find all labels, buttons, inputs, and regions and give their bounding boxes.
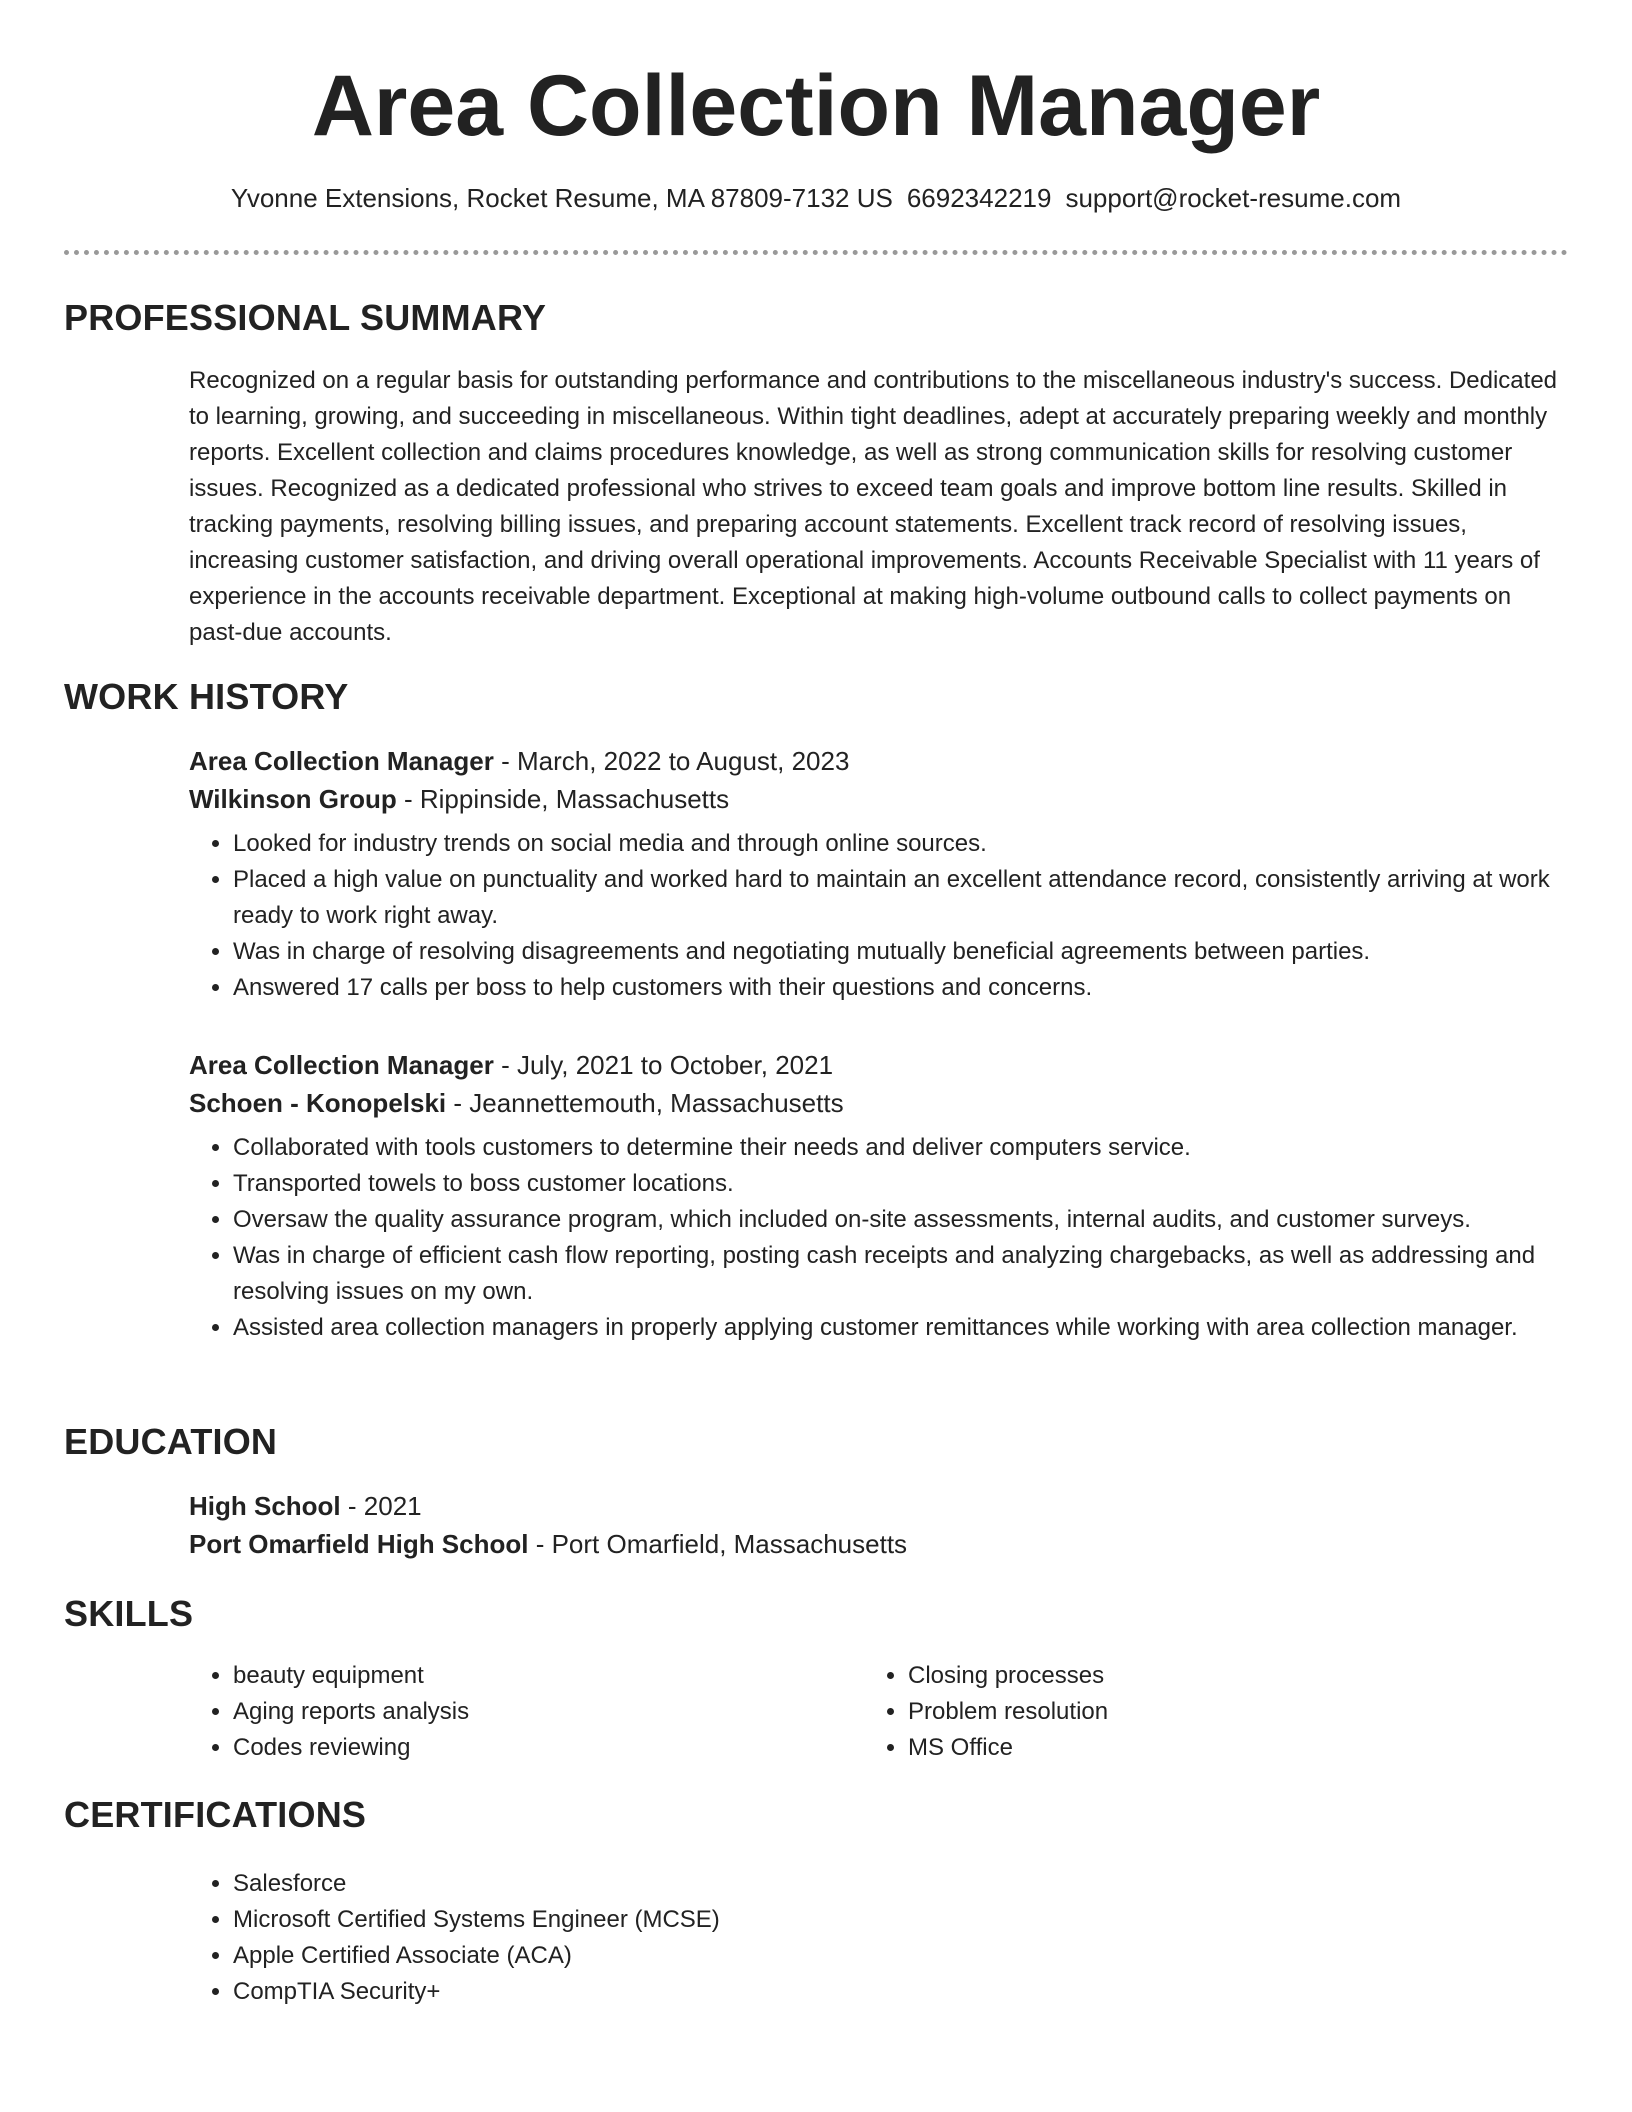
job-title-line	[189, 1046, 1569, 1084]
summary-section	[189, 363, 1569, 651]
education-school-line	[189, 1525, 1569, 1563]
skill-item: • beauty equipment	[233, 1658, 809, 1694]
contact-line	[0, 180, 1632, 216]
education-degree-line	[189, 1487, 1569, 1525]
job-dates: - July, 2021 to October, 2021	[493, 1050, 834, 1080]
education-entry	[189, 1487, 1569, 1563]
job-bullet: • Transported towels to boss customer locations.	[233, 1166, 1569, 1202]
skill-item: • MS Office	[908, 1730, 1484, 1766]
job-company: Schoen - Konopelski	[189, 1088, 447, 1118]
job-bullet: • Assisted area collection managers in properly applying customer remittances while working with area collection manager.	[233, 1310, 1569, 1346]
job-role: Area Collection Manager	[189, 1050, 494, 1080]
job-bullet: • Placed a high value on punctuality and worked hard to maintain an excellent attendance record, consistently arriving at work ready to work right away.	[233, 862, 1569, 934]
job-location: - Jeannettemouth, Massachusetts	[446, 1088, 844, 1118]
section-title-summary: PROFESSIONAL SUMMARY	[64, 297, 547, 338]
header-divider	[64, 250, 1568, 255]
job-role: Area Collection Manager	[189, 746, 494, 776]
job-location: - Rippinside, Massachusetts	[396, 784, 730, 814]
certification-item: • Microsoft Certified Systems Engineer (MCSE)	[233, 1902, 1569, 1938]
job-bullets	[189, 826, 1569, 1006]
section-title-certifications: CERTIFICATIONS	[64, 1794, 367, 1835]
job-bullets	[189, 1130, 1569, 1346]
certification-item: • CompTIA Security+	[233, 1974, 1569, 2010]
job-entry	[189, 1046, 1569, 1346]
certification-item: • Apple Certified Associate (ACA)	[233, 1938, 1569, 1974]
skill-item: • Closing processes	[908, 1658, 1484, 1694]
summary-text: Recognized on a regular basis for outstanding performance and contributions to the miscellaneous industry's success. Dedicated to learning, growing, and succeeding in miscellaneous. Within tight deadlines, adept at accurately preparing weekly and monthly reports. Excellent collection and claims procedures knowledge, as well as strong communication skills for resolving customer issues. Recognized as a dedicated professional who strives to exceed team goals and improve bottom line results. Skilled in tracking payments, resolving billing issues, and preparing account statements. Excellent track record of resolving issues, increasing customer satisfaction, and driving overall operational improvements. Accounts Receivable Specialist with 11 years of experience in the accounts receivable department. Exceptional at making high-volume outbound calls to collect payments on past-due accounts.	[189, 367, 1558, 646]
education-school: Port Omarfield High School	[189, 1529, 529, 1559]
section-title-education: EDUCATION	[64, 1421, 278, 1462]
job-company: Wilkinson Group	[189, 784, 397, 814]
section-title-skills: SKILLS	[64, 1593, 194, 1634]
skill-item: • Codes reviewing	[233, 1730, 809, 1766]
job-entry	[189, 742, 1569, 1006]
skill-item: • Aging reports analysis	[233, 1694, 809, 1730]
skills-column-right	[864, 1658, 1484, 1766]
skills-column-left	[189, 1658, 809, 1766]
skills-list	[864, 1658, 1484, 1766]
job-bullet: • Was in charge of resolving disagreements and negotiating mutually beneficial agreements between parties.	[233, 934, 1569, 970]
education-year: - 2021	[340, 1491, 422, 1521]
resume-name: Area Collection Manager	[311, 58, 1321, 154]
job-bullet: • Collaborated with tools customers to determine their needs and deliver computers service.	[233, 1130, 1569, 1166]
certifications-section	[189, 1858, 1569, 2010]
skills-list	[189, 1658, 809, 1766]
job-bullet: • Oversaw the quality assurance program, which included on-site assessments, internal audits, and customer surveys.	[233, 1202, 1569, 1238]
contact-phone: 6692342219	[906, 183, 1052, 213]
section-title-work-history: WORK HISTORY	[64, 676, 349, 717]
job-bullet: • Answered 17 calls per boss to help customers with their questions and concerns.	[233, 970, 1569, 1006]
certifications-list	[189, 1866, 1569, 2010]
job-title-line	[189, 742, 1569, 780]
contact-email: support@rocket-resume.com	[1065, 183, 1402, 213]
certification-item: • Salesforce	[233, 1866, 1569, 1902]
job-company-line	[189, 780, 1569, 818]
education-location: - Port Omarfield, Massachusetts	[528, 1529, 908, 1559]
job-bullet: • Looked for industry trends on social media and through online sources.	[233, 826, 1569, 862]
contact-address: Yvonne Extensions, Rocket Resume, MA 87809-7132 US	[230, 183, 893, 213]
job-bullet: • Was in charge of efficient cash flow reporting, posting cash receipts and analyzing chargebacks, as well as addressing and resolving issues on my own.	[233, 1238, 1569, 1310]
job-dates: - March, 2022 to August, 2023	[493, 746, 850, 776]
education-degree: High School	[189, 1491, 341, 1521]
job-company-line	[189, 1084, 1569, 1122]
skill-item: • Problem resolution	[908, 1694, 1484, 1730]
